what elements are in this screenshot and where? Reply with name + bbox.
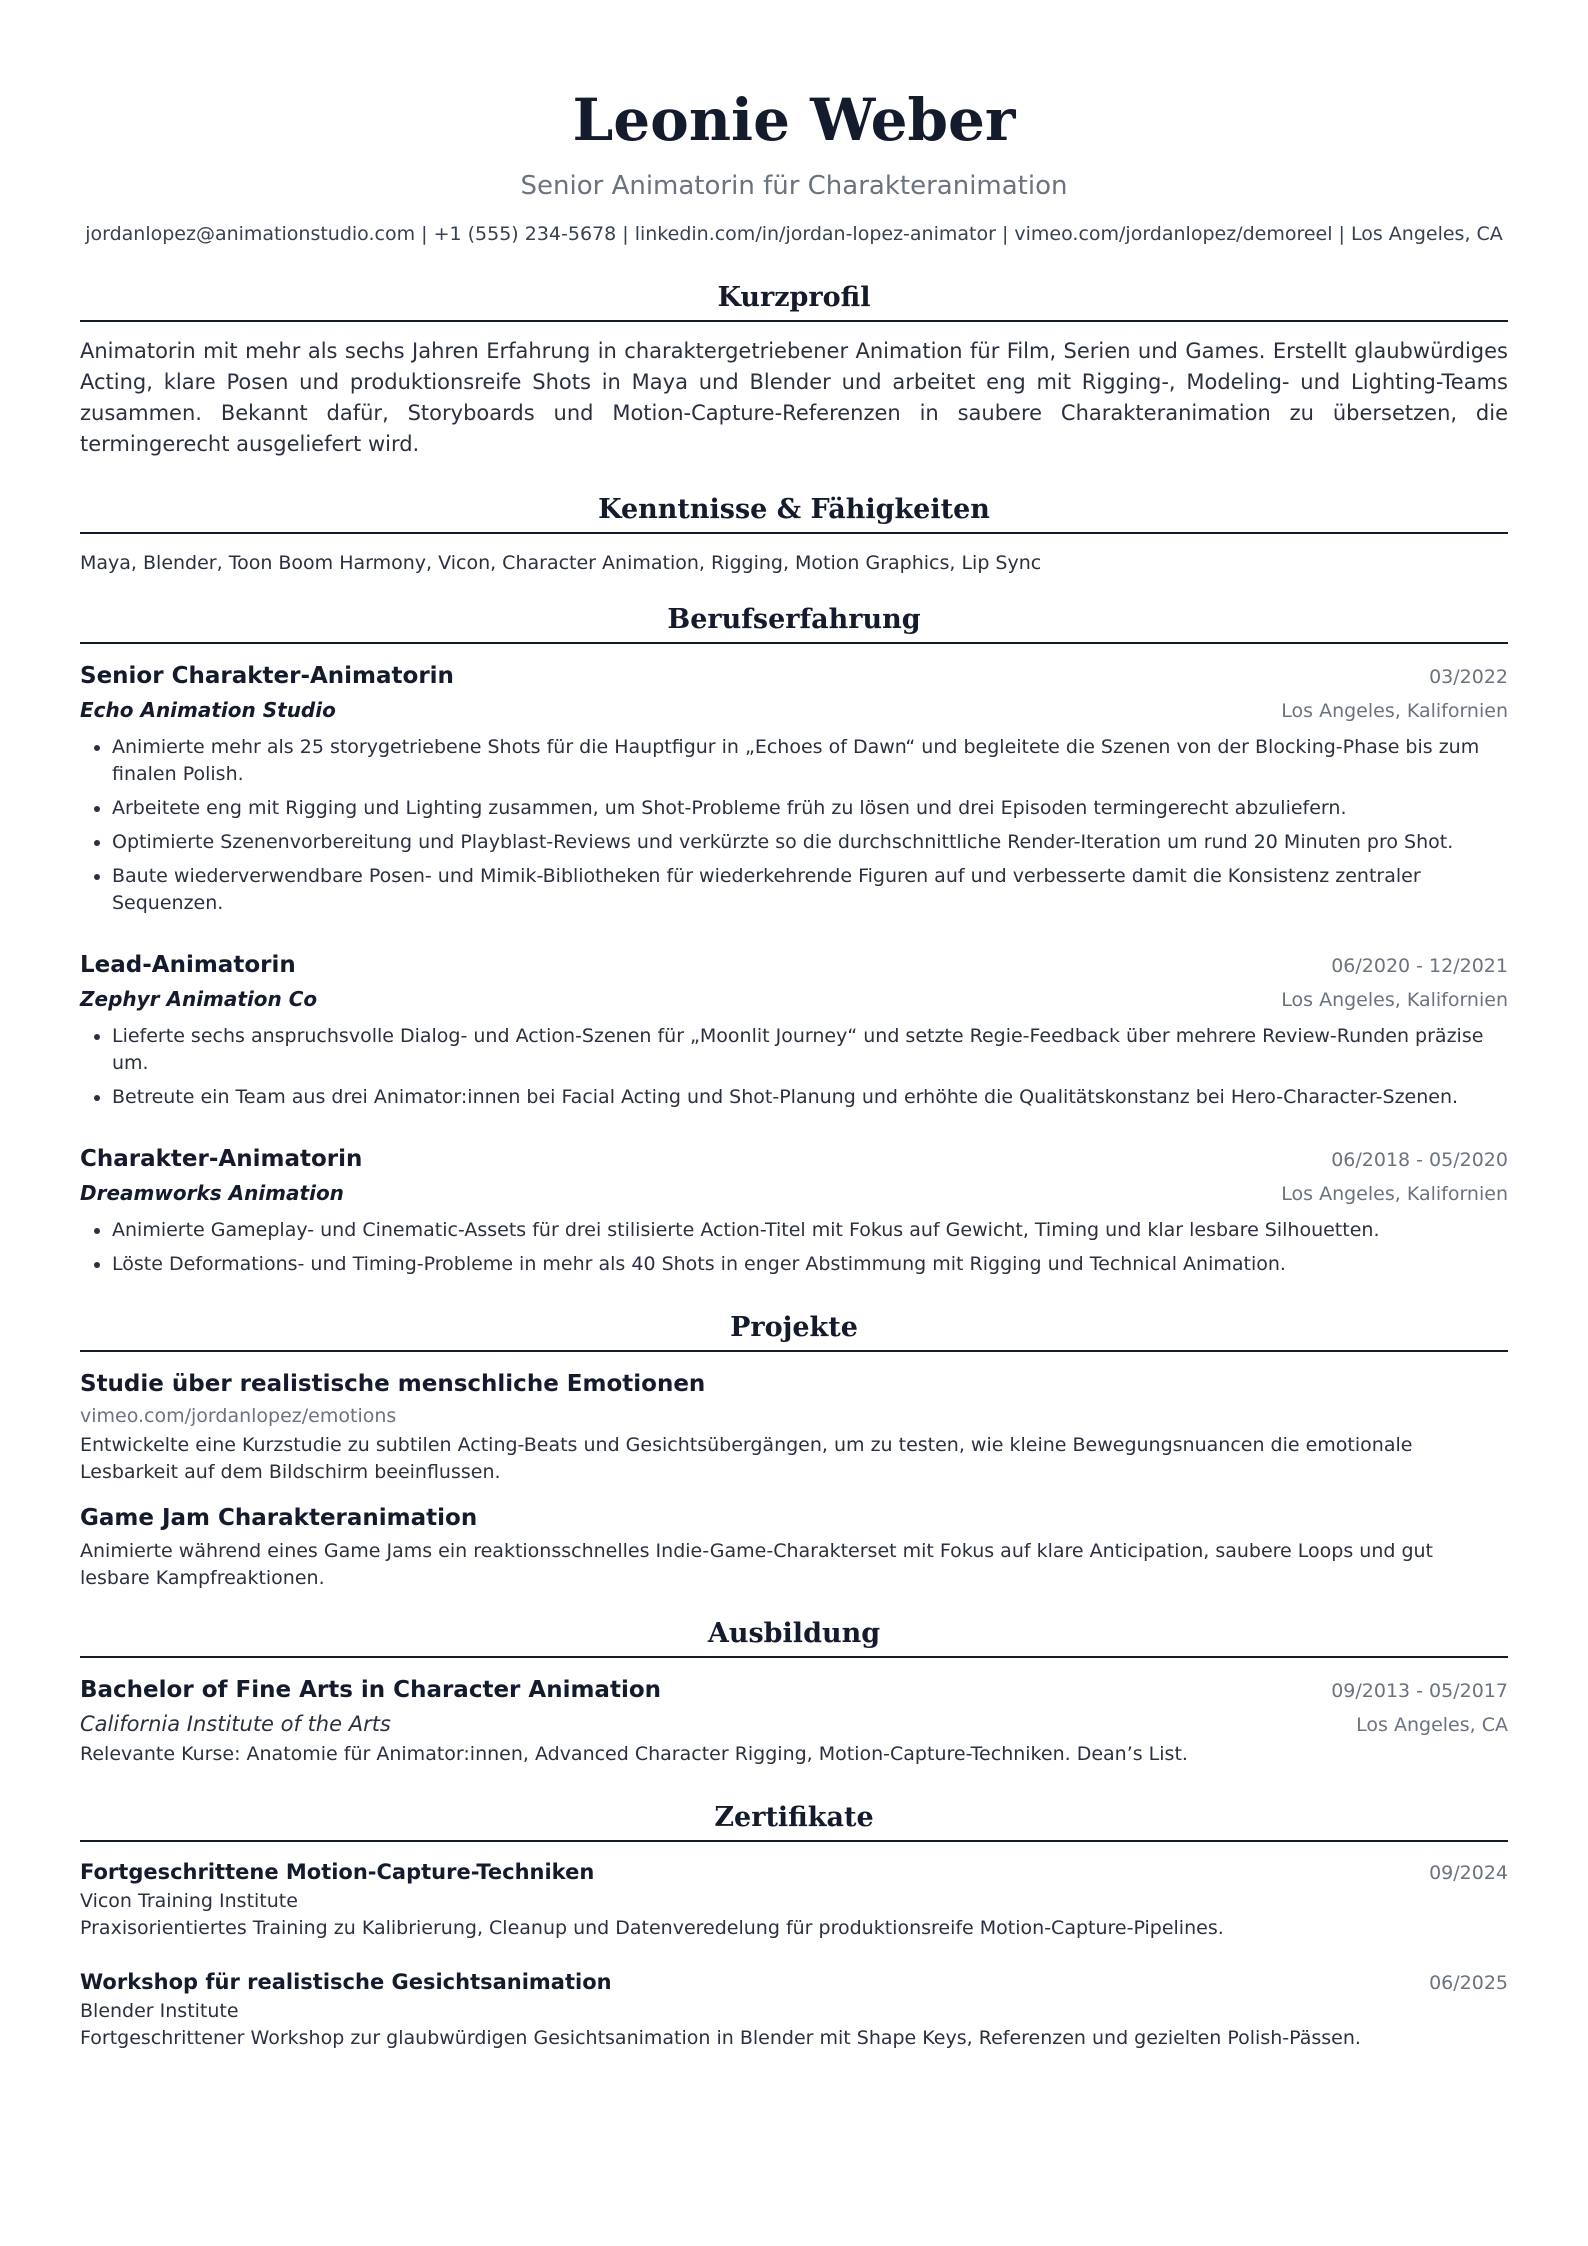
project-entry xyxy=(80,1500,1508,1592)
job-bullet: • Baute wiederverwendbare Posen- und Mimik-Bibliotheken für wiederkehrende Figuren auf und verbesserte damit die Konsistenz zentraler Sequenzen. xyxy=(112,863,1508,917)
certificate-title: Fortgeschrittene Motion-Capture-Techniken xyxy=(80,1860,595,1884)
job-bullets xyxy=(80,1023,1508,1111)
experience-section xyxy=(80,600,1508,1278)
job-date: 06/2018 - 05/2020 xyxy=(1331,1149,1508,1171)
job-bullet: • Arbeitete eng mit Rigging und Lighting zusammen, um Shot-Probleme früh zu lösen und drei Episoden termingerecht abzuliefern. xyxy=(112,795,1508,822)
certificate-issuer: Vicon Training Institute xyxy=(80,1890,298,1912)
project-title: Game Jam Charakteranimation xyxy=(80,1505,478,1531)
job-bullet: • Animierte mehr als 25 storygetriebene Shots für die Hauptfigur in „Echoes of Dawn“ und begleitete die Szenen von der Blocking-Phase bis zum finalen Polish. xyxy=(112,734,1508,788)
contact-line: jordanlopez@animationstudio.com | +1 (555) 234-5678 | linkedin.com/in/jordan-lopez-animator | vimeo.com/jordanlopez/demoreel | Los Angeles, CA xyxy=(85,223,1503,245)
section-title-summary: Kurzprofil xyxy=(80,278,1508,322)
resume-header xyxy=(80,0,1508,248)
education-date: 09/2013 - 05/2017 xyxy=(1331,1680,1508,1702)
education-section xyxy=(80,1614,1508,1768)
job-bullets xyxy=(80,734,1508,917)
job-bullet: • Optimierte Szenenvorbereitung und Playblast-Reviews und verkürzte so die durchschnittliche Render-Iteration um rund 20 Minuten pro Shot. xyxy=(112,829,1508,856)
job-company: Dreamworks Animation xyxy=(80,1181,344,1205)
summary-text: Animatorin mit mehr als sechs Jahren Erfahrung in charaktergetriebener Animation für Film, Serien und Games. Erstellt glaubwürdiges Acting, klare Posen und produktionsreife Shots in Maya und Blender und arbeitet eng mit Rigging-, Modeling- und Lighting-Teams zusammen. Bekannt dafür, Storyboards und Motion-Capture-Referenzen in saubere Charakteranimation zu übersetzen, die termingerecht ausgeliefert wird. xyxy=(80,339,1508,456)
degree-title: Bachelor of Fine Arts in Character Animation xyxy=(80,1677,661,1703)
summary-section xyxy=(80,278,1508,460)
projects-section xyxy=(80,1308,1508,1592)
job-location: Los Angeles, Kalifornien xyxy=(1281,700,1508,722)
certificate-date: 06/2025 xyxy=(1429,1972,1508,1994)
section-title-certificates: Zertifikate xyxy=(80,1798,1508,1842)
candidate-headline: Senior Animatorin für Charakteranimation xyxy=(520,171,1068,201)
job-location: Los Angeles, Kalifornien xyxy=(1281,1183,1508,1205)
job-title: Senior Charakter-Animatorin xyxy=(80,663,454,689)
section-title-experience: Berufserfahrung xyxy=(80,600,1508,644)
skills-list: Maya, Blender, Toon Boom Harmony, Vicon, Character Animation, Rigging, Motion Graphics, Lip Sync xyxy=(80,552,1042,574)
certificates-section xyxy=(80,1798,1508,2052)
certificate-title: Workshop für realistische Gesichtsanimation xyxy=(80,1970,612,1994)
certificate-description: Praxisorientiertes Training zu Kalibrierung, Cleanup und Datenveredelung für produktionsreife Motion-Capture-Pipelines. xyxy=(80,1917,1224,1939)
job-title: Charakter-Animatorin xyxy=(80,1146,363,1172)
candidate-name: Leonie Weber xyxy=(572,86,1016,154)
section-title-skills: Kenntnisse & Fähigkeiten xyxy=(80,490,1508,534)
education-note: Relevante Kurse: Anatomie für Animator:innen, Advanced Character Rigging, Motion-Capture-Techniken. Dean’s List. xyxy=(80,1743,1188,1765)
job-entry xyxy=(80,1141,1508,1278)
job-entry xyxy=(80,658,1508,917)
job-date: 06/2020 - 12/2021 xyxy=(1331,955,1508,977)
project-description: Entwickelte eine Kurzstudie zu subtilen Acting-Beats und Gesichtsübergängen, um zu testen, wie kleine Bewegungsnuancen die emotionale Lesbarkeit auf dem Bildschirm beeinflussen. xyxy=(80,1434,1413,1483)
certificate-entry xyxy=(80,1966,1508,2052)
certificate-date: 09/2024 xyxy=(1429,1862,1508,1884)
job-bullet: • Lieferte sechs anspruchsvolle Dialog- und Action-Szenen für „Moonlit Journey“ und setzte Regie-Feedback über mehrere Review-Runden präzise um. xyxy=(112,1023,1508,1077)
certificate-entry xyxy=(80,1856,1508,1942)
project-entry xyxy=(80,1366,1508,1486)
school-location: Los Angeles, CA xyxy=(1356,1714,1508,1736)
certificate-description: Fortgeschrittener Workshop zur glaubwürdigen Gesichtsanimation in Blender mit Shape Keys, Referenzen und gezielten Polish-Pässen. xyxy=(80,2027,1361,2049)
section-title-education: Ausbildung xyxy=(80,1614,1508,1658)
job-company: Zephyr Animation Co xyxy=(80,987,318,1011)
project-description: Animierte während eines Game Jams ein reaktionsschnelles Indie-Game-Charakterset mit Fokus auf klare Anticipation, saubere Loops und gut lesbare Kampfreaktionen. xyxy=(80,1540,1434,1589)
job-title: Lead-Animatorin xyxy=(80,952,296,978)
job-location: Los Angeles, Kalifornien xyxy=(1281,989,1508,1011)
job-bullet: • Animierte Gameplay- und Cinematic-Assets für drei stilisierte Action-Titel mit Fokus auf Gewicht, Timing und klar lesbare Silhouetten. xyxy=(112,1217,1508,1244)
job-bullet: • Betreute ein Team aus drei Animator:innen bei Facial Acting und Shot-Planung und erhöhte die Qualitätskonstanz bei Hero-Character-Szenen. xyxy=(112,1084,1508,1111)
project-title: Studie über realistische menschliche Emotionen xyxy=(80,1371,706,1397)
school-name: California Institute of the Arts xyxy=(80,1712,391,1736)
job-date: 03/2022 xyxy=(1429,666,1508,688)
job-bullet: • Löste Deformations- und Timing-Probleme in mehr als 40 Shots in enger Abstimmung mit Rigging und Technical Animation. xyxy=(112,1251,1508,1278)
certificate-issuer: Blender Institute xyxy=(80,2000,239,2022)
job-entry xyxy=(80,947,1508,1111)
skills-section xyxy=(80,490,1508,578)
section-title-projects: Projekte xyxy=(80,1308,1508,1352)
project-link[interactable]: vimeo.com/jordanlopez/emotions xyxy=(80,1405,397,1427)
job-company: Echo Animation Studio xyxy=(80,698,336,722)
job-bullets xyxy=(80,1217,1508,1278)
